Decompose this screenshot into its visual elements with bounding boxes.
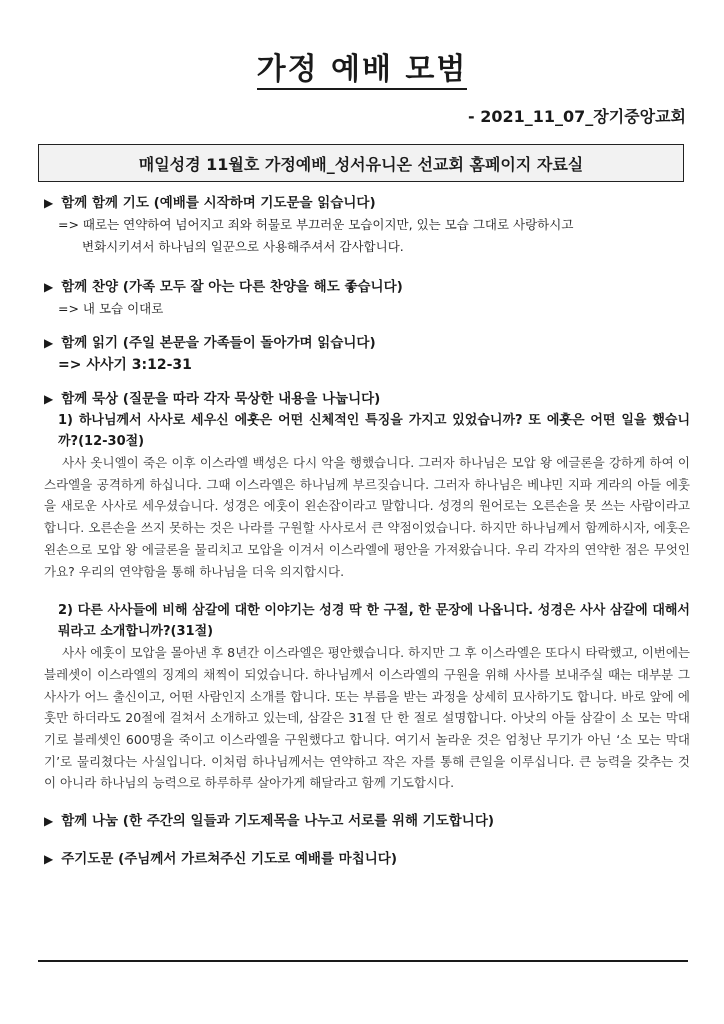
section-heading-closing: ▶ 주기도문 (주님께서 가르쳐주신 기도로 예배를 마칩니다)	[44, 848, 690, 870]
section-heading-prayer: ▶ 함께 함께 기도 (예배를 시작하며 기도문을 읽습니다)	[44, 192, 690, 214]
bullet-triangle-icon: ▶	[44, 196, 54, 210]
church-date-subtitle: - 2021_11_07_장기중앙교회	[467, 107, 686, 126]
bullet-triangle-icon: ▶	[44, 336, 54, 350]
section-heading-meditation: ▶ 함께 묵상 (질문을 따라 각자 묵상한 내용을 나눕니다)	[44, 388, 690, 410]
question-2: 2) 다른 사사들에 비해 삼갈에 대한 이야기는 성경 딱 한 구절, 한 문장에 나옵니다. 성경은 사사 삼갈에 대해서 뭐라고 소개합니까?(31절)	[58, 603, 690, 640]
answer-1: 사사 옷니엘이 죽은 이후 이스라엘 백성은 다시 악을 행했습니다. 그러자 하나님은 모압 왕 에글론을 강하게 하여 이스라엘을 공격하게 하십니다. 그때 이스라엘은 하나님께 부르짖습니다. 그러자 하나님은 베냐민 지파 게라의 아들 에훗을 새로운 사사로 세우셨습니다. 성경은 에훗이 왼손잡이라고 말합니다. 성경의 원어로는 오른손을 못 쓰는 사람이라고 합니다. 오른손을 쓰지 못하는 것은 나라를 구원할 사사로서 큰 약점이었습니다. 하지만 하나님께서 함께하시자, 에훗은 왼손으로 모압 왕 에글론을 물리치고 모압을 이겨서 이스라엘에 평안을 가져왔습니다. 우리 각자의 연약한 점은 무엇인가요? 우리의 연약함을 통해 하나님을 더욱 의지합시다.	[44, 455, 690, 579]
bullet-triangle-icon: ▶	[44, 392, 54, 406]
section-heading-praise: ▶ 함께 찬양 (가족 모두 잘 아는 다른 찬양을 해도 좋습니다)	[44, 276, 690, 298]
praise-song: => 내 모습 이대로	[58, 301, 164, 316]
prayer-text-line1: => 때로는 연약하여 넘어지고 죄와 허물로 부끄러운 모습이지만, 있는 모습 그대로 사랑하시고	[58, 217, 574, 232]
source-banner: 매일성경 11월호 가정예배_성서유니온 선교회 홈페이지 자료실	[38, 144, 684, 182]
page-title: 가정 예배 모범	[0, 44, 724, 88]
bullet-triangle-icon: ▶	[44, 814, 54, 829]
bullet-triangle-icon: ▶	[44, 852, 54, 867]
bullet-triangle-icon: ▶	[44, 280, 54, 294]
section-heading-reading: ▶ 함께 읽기 (주일 본문을 가족들이 돌아가며 읽습니다)	[44, 332, 690, 354]
section-heading-sharing: ▶ 함께 나눔 (한 주간의 일들과 기도제목을 나누고 서로를 위해 기도합니다)	[44, 810, 690, 832]
prayer-text-line2: 변화시키셔서 하나님의 일꾼으로 사용해주셔서 감사합니다.	[82, 239, 404, 254]
answer-2: 사사 에훗이 모압을 몰아낸 후 8년간 이스라엘은 평안했습니다. 하지만 그 후 이스라엘은 또다시 타락했고, 이번에는 블레셋이 이스라엘의 징계의 채찍이 되었습니다. 하나님께서 이스라엘의 구원을 위해 사사를 보내주실 때는 대부분 그 사사가 어느 출신이고, 어떤 사람인지 소개를 합니다. 또는 부름을 받는 과정을 상세히 묘사하기도 합니다. 바로 앞에 에훗만 하더라도 20절에 걸쳐서 소개하고 있는데, 삼갈은 31절 단 한 절로 설명합니다. 아낫의 아들 삼갈이 소 모는 막대기로 블레셋인 600명을 죽이고 이스라엘을 구원했다고 합니다. 여기서 놀라운 것은 엄청난 무기가 아닌 ‘소 모는 막대기’로 물리쳤다는 사실입니다. 이처럼 하나님께서는 연약하고 작은 자를 통해 큰일을 이루십니다. 큰 능력을 갖추는 것이 아니라 하나님의 능력으로 하루하루 살아가게 해달라고 함께 기도합시다.	[44, 645, 690, 791]
scripture-reference: => 사사기 3:12-31	[58, 357, 192, 373]
bottom-divider	[38, 960, 688, 962]
worship-content	[44, 192, 690, 870]
question-1: 1) 하나님께서 사사로 세우신 에훗은 어떤 신체적인 특징을 가지고 있었습니까? 또 에훗은 어떤 일을 했습니까?(12-30절)	[58, 413, 690, 449]
